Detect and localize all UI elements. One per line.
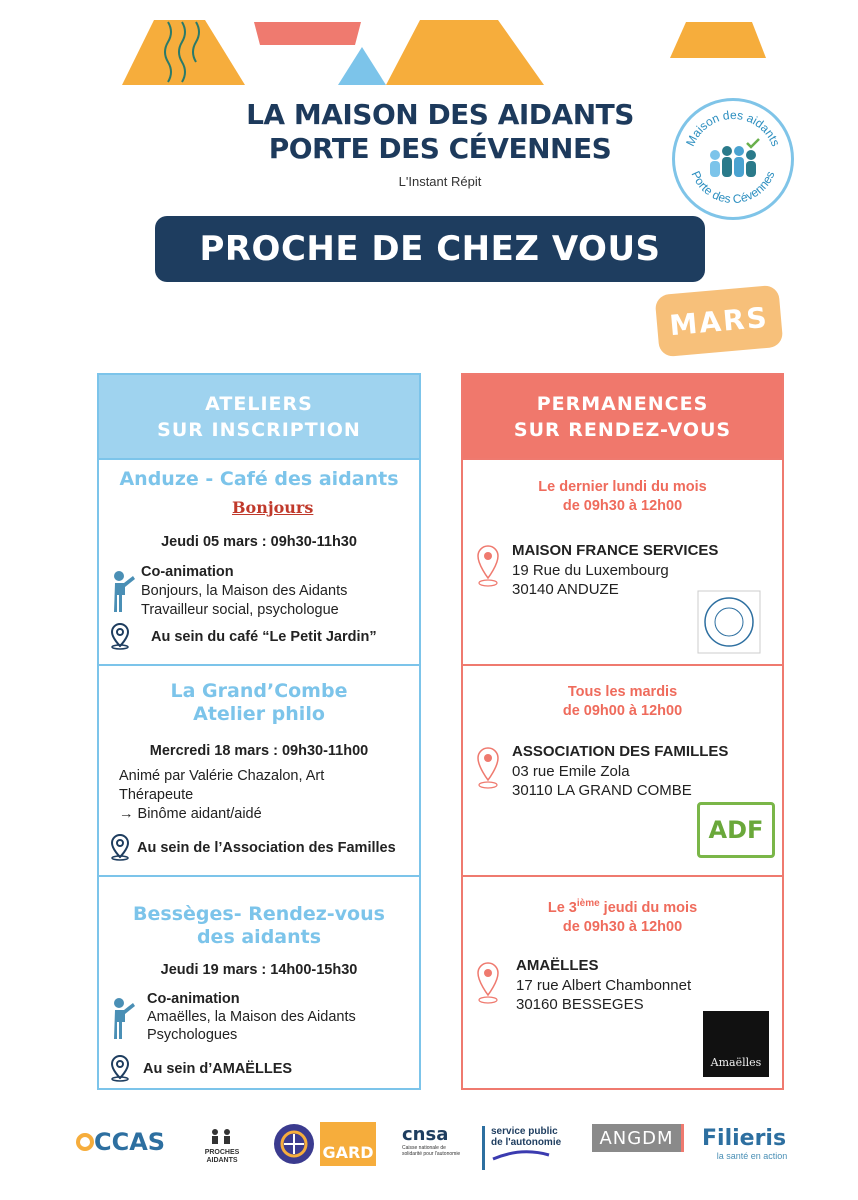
atelier-title: Anduze - Café des aidants [119,468,399,490]
filieris-subtitle: la santé en action [716,1151,788,1161]
filieris-logo [702,1126,802,1170]
atelier-title-line-1: Bessèges- Rendez-vous [133,903,385,925]
location-pin-icon [109,1054,131,1082]
cnsa-logo [402,1124,466,1164]
permanence-address-2: 30140 ANDUZE [512,581,619,598]
permanence-when-line-2: de 09h30 à 12h00 [562,498,683,514]
location-pin-icon [475,544,501,588]
atelier-anduze [99,458,419,664]
ateliers-column [97,373,421,1090]
ateliers-heading-line-1: ATELIERS [205,392,313,415]
amaelles-logo-text: Amaëlles [710,1056,762,1069]
cnsa-subtitle: Caisse nationale de solidarité pour l'autonomie [402,1145,461,1157]
page-title [180,98,700,166]
atelier-detail-1: Amaëlles, la Maison des Aidants [147,1009,356,1025]
atelier-detail-2: Travailleur social, psychologue [141,602,339,618]
when-pre: Le 3 [547,899,577,916]
permanence-when-line-1 [463,894,782,918]
permanence-address-1: 03 rue Emile Zola [512,763,630,780]
atelier-when: Mercredi 18 mars : 09h30-11h00 [149,743,369,759]
atelier-location: Au sein de l’Association des Familles [137,840,396,856]
svg-text:Porte des Cévennes: Porte des Cévennes [688,168,778,207]
atelier-location: Au sein du café “Le Petit Jardin” [151,629,377,645]
permanence-name: AMAËLLES [516,957,599,974]
adf-logo [697,802,775,858]
atelier-when: Jeudi 05 mars : 09h30-11h30 [161,534,357,550]
decorative-shapes [0,0,858,95]
permanence-anduze [463,458,782,664]
banner: PROCHE DE CHEZ VOUS [155,216,705,282]
ateliers-heading-line-2: SUR INSCRIPTION [157,418,361,441]
title-line-1: LA MAISON DES AIDANTS [246,98,634,131]
atelier-role: Co-animation [141,564,234,580]
tagline: L'Instant Répit [398,174,482,189]
permanence-when-line-2: de 09h00 à 12h00 [562,703,683,719]
permanences-heading-line-2: SUR RENDEZ-VOUS [513,418,732,441]
permanence-address-1: 19 Rue du Luxembourg [512,562,669,579]
proches-aidants-logo [200,1128,244,1168]
atelier-detail-2: Psychologues [147,1027,238,1043]
tiers-lieu-logo [697,590,761,654]
maison-des-aidants-logo [672,98,794,220]
cnsa-text: cnsa [402,1124,449,1145]
gard-emblem-icon [272,1122,316,1166]
spa-line-2: de l'autonomie [491,1137,562,1148]
filieris-text: Filieris [702,1126,787,1151]
permanence-when [463,666,782,721]
occas-logo [76,1128,180,1160]
svg-text:Maison des aidants: Maison des aidants [683,107,783,149]
title-line-2: PORTE DES CÉVENNES [268,132,612,165]
atelier-detail-3: → Binôme aidant/aidé [119,806,262,822]
permanence-when-line-2: de 09h30 à 12h00 [562,918,683,935]
permanences-column [461,373,784,1090]
atelier-detail-2: Thérapeute [119,787,194,803]
figures-icon [207,1128,237,1144]
bonjours-logo-text: Bonjours [232,498,314,517]
spa-line-1: service public [491,1126,558,1137]
atelier-detail-1: Bonjours, la Maison des Aidants [141,583,348,599]
permanence-when [463,877,782,937]
atelier-title-line-2: Atelier philo [193,703,325,725]
location-pin-icon [109,622,131,650]
speaker-icon [109,570,135,612]
bonjours-logo [232,498,314,524]
gard-logo [320,1122,376,1166]
atelier-besseges [99,875,419,1088]
month-badge: MARS [655,285,784,358]
angdm-text: ANGDM [599,1127,674,1149]
when-post: jeudi du mois [599,899,698,916]
atelier-title-line-1: La Grand’Combe [170,680,348,702]
location-pin-icon [475,961,501,1005]
atelier-location: Au sein d’AMAËLLES [143,1061,293,1077]
location-pin-icon [109,833,131,861]
occas-text: CCAS [94,1128,166,1156]
atelier-title [99,877,419,949]
atelier-detail-1: Animé par Valérie Chazalon, Art [119,768,325,784]
adf-logo-text: ADF [708,816,764,844]
service-public-autonomie-logo [482,1126,576,1170]
permanence-when [463,460,782,516]
permanences-heading-line-1: PERMANENCES [536,392,709,415]
swoosh-icon [491,1149,551,1161]
angdm-logo [592,1124,684,1152]
atelier-when: Jeudi 19 mars : 14h00-15h30 [160,962,358,978]
gard-text: GARD [322,1143,374,1162]
permanence-grand-combe [463,664,782,875]
atelier-grand-combe [99,664,419,875]
atelier-role: Co-animation [147,991,240,1007]
atelier-title [99,666,419,726]
permanence-when-line-1: Le dernier lundi du mois [538,479,707,495]
permanence-name: MAISON FRANCE SERVICES [512,542,719,559]
amaelles-logo [703,1011,769,1077]
occas-circle-icon [76,1133,94,1151]
atelier-title-line-2: des aidants [196,926,322,948]
permanence-address-1: 17 rue Albert Chambonnet [516,977,692,994]
proches-text: PROCHES AIDANTS [204,1149,240,1164]
permanence-besseges [463,875,782,1088]
permanence-name: ASSOCIATION DES FAMILLES [512,743,729,760]
when-sup: ième [576,898,600,909]
permanences-heading [463,375,782,458]
permanence-address-2: 30110 LA GRAND COMBE [512,782,692,799]
permanence-address-2: 30160 BESSEGES [516,996,644,1013]
location-pin-icon [475,746,501,790]
permanence-when-line-1: Tous les mardis [567,684,678,700]
ateliers-heading [99,375,419,458]
speaker-icon [109,997,135,1039]
